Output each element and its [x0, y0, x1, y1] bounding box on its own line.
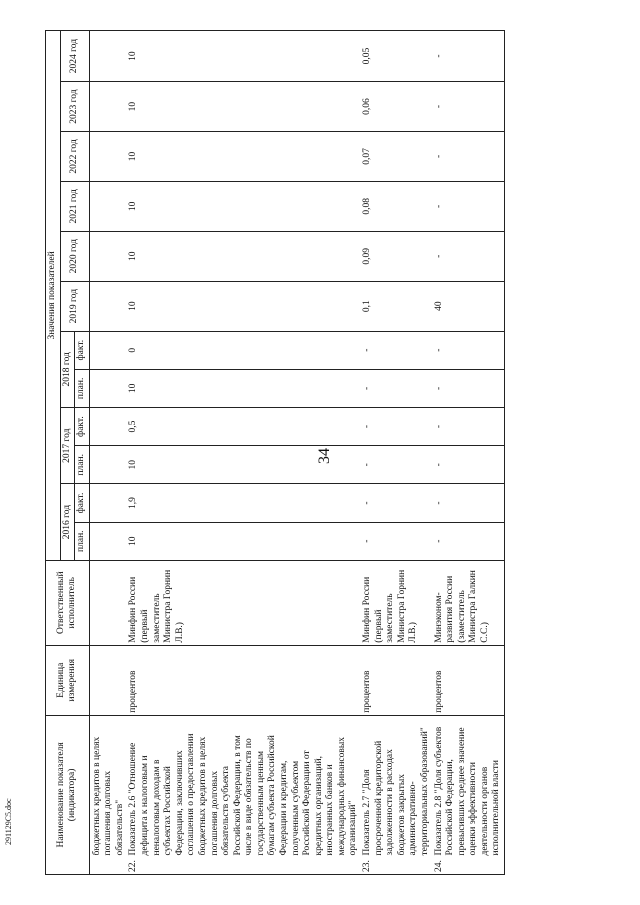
value-2016-fact: -	[361, 484, 432, 522]
indicator-name: Показатель 2.8 "Доля субъектов Российской Федерации, превысивших среднее значение оценки эффективности деятельности органов исполнительной власти	[433, 715, 505, 857]
unit-cell: процентов	[127, 645, 361, 715]
col-header-2022: 2022 год	[60, 132, 89, 182]
responsible-cell: Минфин России (первый заместитель Министра Горнин Л.В.)	[361, 560, 432, 645]
table-row	[433, 31, 505, 875]
footer-doc-name: 291129C5.doc	[4, 798, 13, 845]
value-2016-plan: 10	[127, 522, 361, 560]
row-number: 22.	[127, 858, 361, 875]
col-header-plan: план.	[75, 369, 90, 407]
value-2022: -	[433, 132, 505, 182]
value-2023: 10	[127, 82, 361, 132]
col-header-responsible: Ответственный исполнитель	[46, 560, 90, 645]
col-header-plan: план.	[75, 446, 90, 484]
col-header-2021: 2021 год	[60, 181, 89, 231]
col-header-fact: факт.	[75, 407, 90, 445]
indicator-name: Показатель 2.7 "Доля просроченной кредиторской задолженности в расходах бюджетов закрытых административно-территориальных образований"	[361, 715, 432, 857]
value-2024: 10	[127, 31, 361, 82]
col-header-2016: 2016 год	[60, 484, 75, 560]
value-2023: 0,06	[361, 82, 432, 132]
col-header-values: Значения показателей	[46, 31, 61, 561]
value-2024: 0,05	[361, 31, 432, 82]
value-2016-fact: 1,9	[127, 484, 361, 522]
col-header-fact: факт.	[75, 484, 90, 522]
value-2020: 10	[127, 231, 361, 281]
value-2016-fact: -	[433, 484, 505, 522]
value-2022: 0,07	[361, 132, 432, 182]
value-2016-plan: -	[361, 522, 432, 560]
col-header-2020: 2020 год	[60, 231, 89, 281]
value-2021: -	[433, 181, 505, 231]
page-number: 34	[316, 448, 333, 464]
row-number: 24.	[433, 858, 505, 875]
col-header-2017: 2017 год	[60, 407, 75, 483]
value-2018-plan: -	[361, 369, 432, 407]
value-2017-fact: 0,5	[127, 407, 361, 445]
value-2020: -	[433, 231, 505, 281]
row-number: 23.	[361, 858, 432, 875]
value-2017-plan: -	[361, 446, 432, 484]
col-header-2024: 2024 год	[60, 31, 89, 82]
indicators-table	[45, 30, 505, 875]
unit-cell: процентов	[361, 645, 432, 715]
value-2017-plan: 10	[127, 446, 361, 484]
value-2021: 0,08	[361, 181, 432, 231]
col-header-2019: 2019 год	[60, 281, 89, 331]
value-2019: 40	[433, 281, 505, 331]
value-2020: 0,09	[361, 231, 432, 281]
rotated-table-area	[45, 30, 620, 875]
value-2019: 0,1	[361, 281, 432, 331]
value-2019: 10	[127, 281, 361, 331]
table-row	[361, 31, 432, 875]
value-2024: -	[433, 31, 505, 82]
col-header-2018: 2018 год	[60, 331, 75, 407]
responsible-cell: Минфин России (первый заместитель Министра Горнин Л.В.)	[127, 560, 361, 645]
value-2018-fact: -	[433, 331, 505, 369]
value-2017-plan: -	[433, 446, 505, 484]
col-header-unit: Единица измерения	[46, 645, 90, 715]
value-2018-fact: 0	[127, 331, 361, 369]
table-row	[127, 31, 361, 875]
value-2016-plan: -	[433, 522, 505, 560]
col-header-plan: план.	[75, 522, 90, 560]
value-2018-plan: -	[433, 369, 505, 407]
unit-cell: процентов	[433, 645, 505, 715]
responsible-cell: Минэконом-развития России (заместитель Министра Галкин С.С.)	[433, 560, 505, 645]
value-2018-plan: 10	[127, 369, 361, 407]
col-header-2023: 2023 год	[60, 82, 89, 132]
value-2022: 10	[127, 132, 361, 182]
value-2023: -	[433, 82, 505, 132]
value-2018-fact: -	[361, 331, 432, 369]
col-header-fact: факт.	[75, 331, 90, 369]
value-2017-fact: -	[361, 407, 432, 445]
table-row-continuation	[89, 31, 127, 875]
value-2017-fact: -	[433, 407, 505, 445]
col-header-name: Наименование показателя (индикатора)	[46, 715, 90, 874]
continuation-text: бюджетных кредитов в целях погашения долговых обязательств"	[89, 715, 127, 857]
indicator-name: Показатель 2.6 "Отношение дефицита к налоговым и неналоговым доходам в субъектах Российской Федерации, заключивших соглашения о предоставлении бюджетных кредитов в целях погашения долговых обязательств субъекта Российской Федерации, в том числе в виде обязательств по государственным ценным бумагам субъекта Российской Федерации и кредитам, полученным субъектом Российской Федерации от кредитных организаций, иностранных банков и международных финансовых организаций"	[127, 715, 361, 857]
value-2021: 10	[127, 181, 361, 231]
